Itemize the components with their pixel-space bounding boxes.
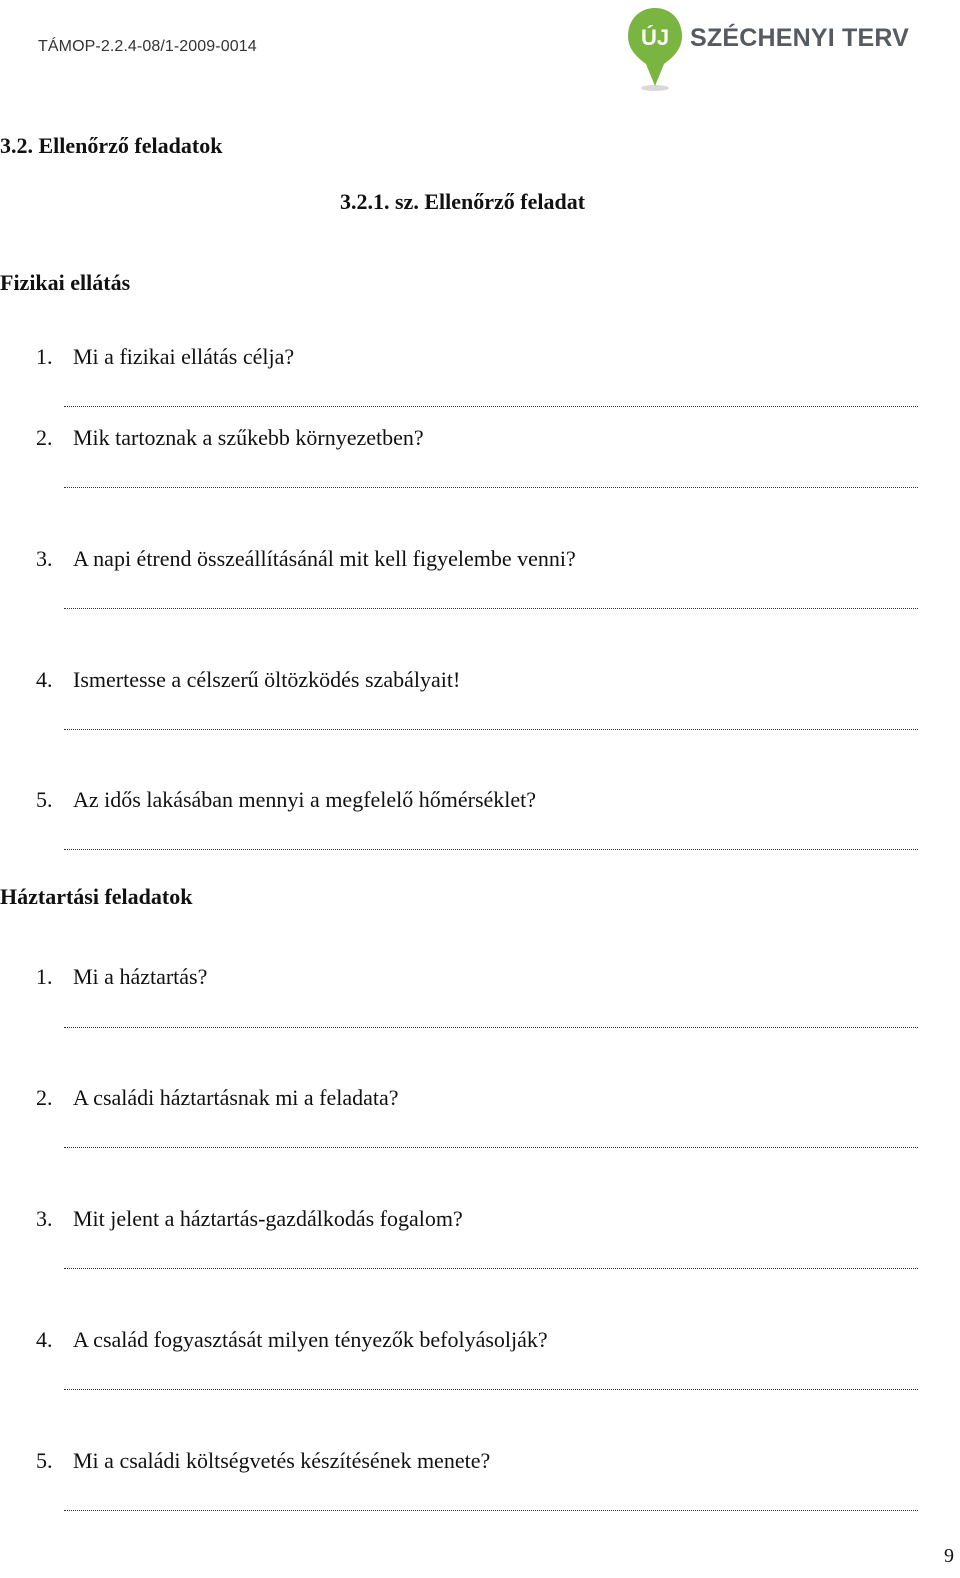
question-number: 1. — [36, 344, 53, 369]
question-number: 1. — [36, 964, 53, 989]
group-heading-haztartasi-feladatok: Háztartási feladatok — [0, 884, 193, 909]
project-code: TÁMOP-2.2.4-08/1-2009-0014 — [38, 38, 257, 55]
answer-line[interactable] — [64, 1510, 918, 1511]
question-number: 4. — [36, 667, 53, 692]
answer-line[interactable] — [64, 1268, 918, 1269]
question-item — [36, 1085, 399, 1111]
answer-line[interactable] — [64, 487, 918, 488]
question-text: A családi háztartásnak mi a feladata? — [73, 1085, 399, 1110]
question-item — [36, 425, 424, 451]
question-number: 5. — [36, 787, 53, 812]
logo-wordmark: SZÉCHENYI TERV — [690, 24, 910, 52]
question-number: 5. — [36, 1448, 53, 1473]
map-pin-logo-icon — [626, 6, 684, 92]
szechenyi-terv-logo — [626, 6, 916, 92]
answer-line[interactable] — [64, 608, 918, 609]
question-text: Ismertesse a célszerű öltözködés szabályait! — [73, 667, 461, 692]
question-text: Mit jelent a háztartás-gazdálkodás fogalom? — [73, 1206, 463, 1231]
question-text: Az idős lakásában mennyi a megfelelő hőmérséklet? — [73, 787, 537, 812]
answer-line[interactable] — [64, 849, 918, 850]
question-text: A család fogyasztását milyen tényezők befolyásolják? — [73, 1327, 548, 1352]
answer-line[interactable] — [64, 1147, 918, 1148]
question-number: 4. — [36, 1327, 53, 1352]
logo-badge-text: ÚJ — [640, 25, 670, 50]
question-text: A napi étrend összeállításánál mit kell figyelembe venni? — [73, 546, 576, 571]
answer-line[interactable] — [64, 1027, 918, 1028]
group-heading-fizikai-ellatas: Fizikai ellátás — [0, 270, 131, 295]
question-item — [36, 1327, 548, 1353]
question-number: 3. — [36, 1206, 53, 1231]
question-item — [36, 344, 294, 370]
question-number: 2. — [36, 425, 53, 450]
answer-line[interactable] — [64, 1389, 918, 1390]
question-item — [36, 546, 576, 572]
question-item — [36, 667, 460, 693]
question-text: Mi a háztartás? — [73, 964, 208, 989]
question-item — [36, 1206, 463, 1232]
question-item — [36, 964, 207, 990]
question-text: Mik tartoznak a szűkebb környezetben? — [73, 425, 424, 450]
question-number: 3. — [36, 546, 53, 571]
exercise-heading: 3.2.1. sz. Ellenőrző feladat — [340, 189, 586, 214]
question-number: 2. — [36, 1085, 53, 1110]
question-item — [36, 787, 536, 813]
question-text: Mi a családi költségvetés készítésének menete? — [73, 1448, 491, 1473]
question-text: Mi a fizikai ellátás célja? — [73, 344, 295, 369]
page-number: 9 — [944, 1545, 954, 1567]
answer-line[interactable] — [64, 729, 918, 730]
question-item — [36, 1448, 490, 1474]
section-heading: 3.2. Ellenőrző feladatok — [0, 133, 223, 158]
answer-line[interactable] — [64, 406, 918, 407]
